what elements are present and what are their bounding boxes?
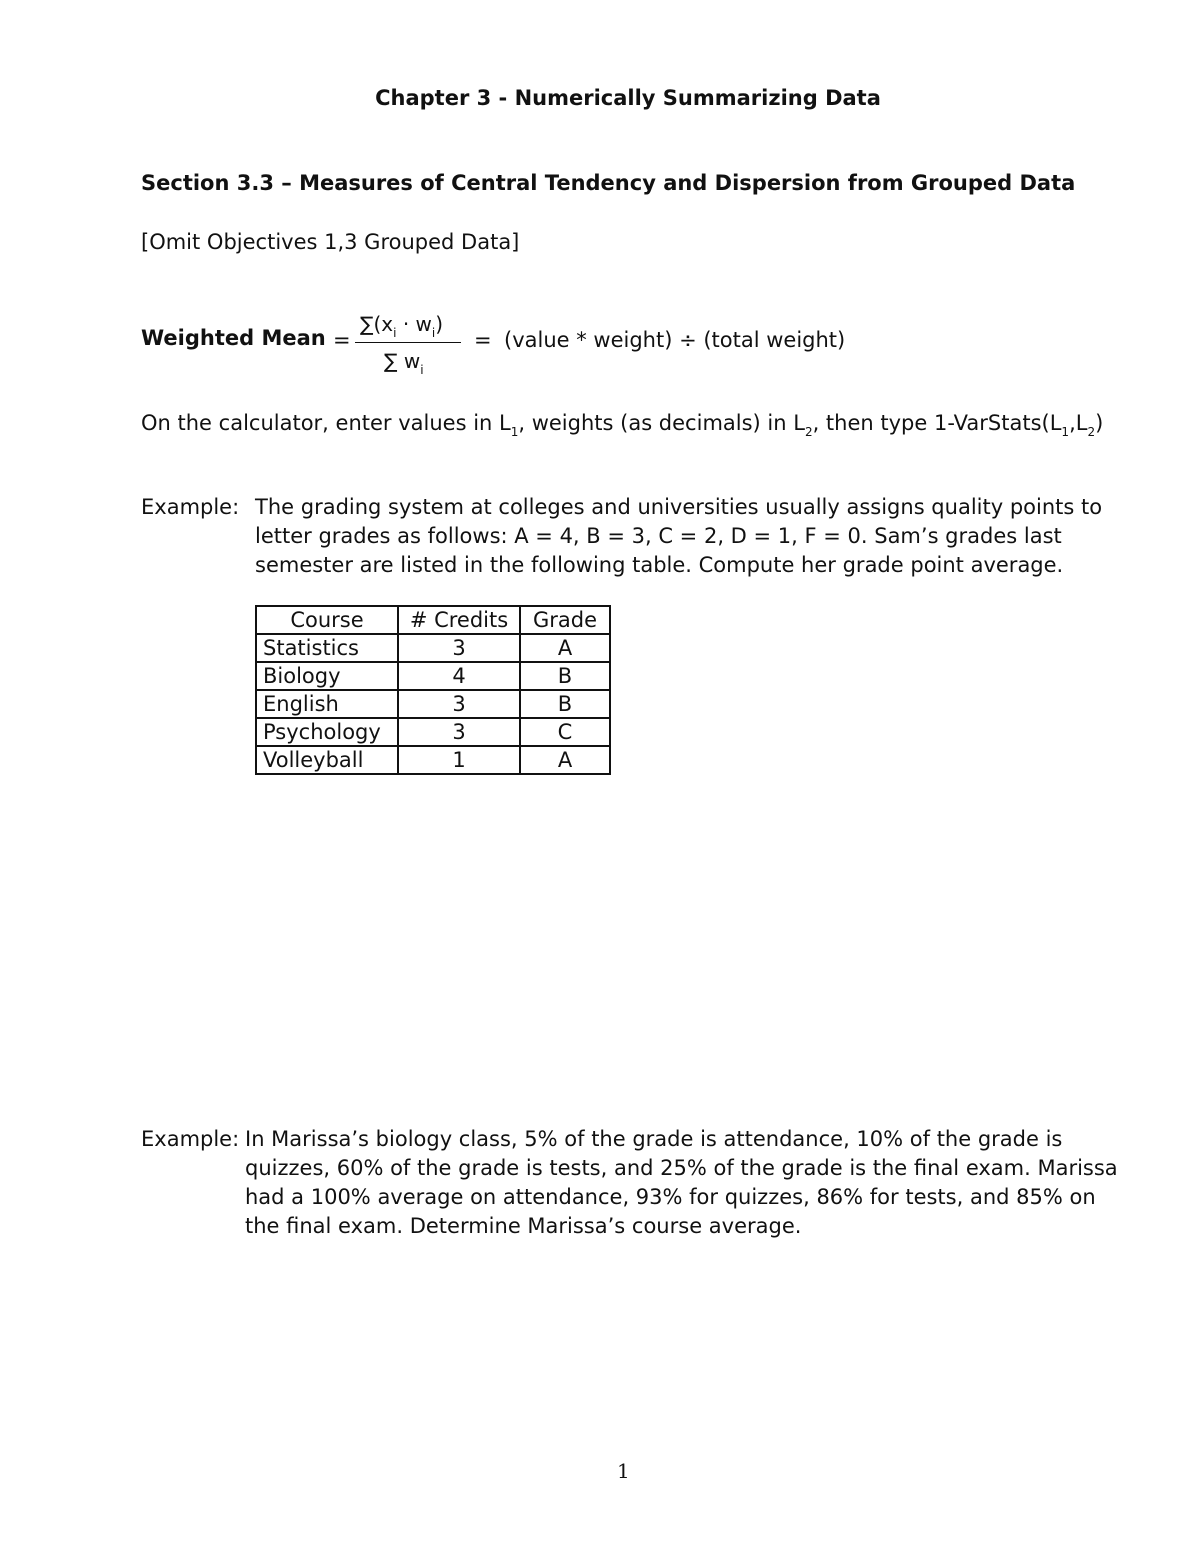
header-grade: Grade (520, 606, 610, 634)
numerator-dot-w: · w (396, 312, 432, 336)
formula-numerator (360, 311, 443, 346)
equals-sign-2: = (474, 328, 492, 352)
numerator-subscript-i-2: i (431, 326, 436, 340)
calc-sub-1: 1 (510, 425, 519, 439)
cell-grade: B (520, 662, 610, 690)
numerator-close-paren: ) (435, 312, 444, 336)
numerator-subscript-i: i (393, 326, 397, 340)
cell-grade: B (520, 690, 610, 718)
page-number: 1 (617, 1459, 630, 1483)
example-2-label: Example: (141, 1127, 240, 1151)
denominator-subscript-i: i (420, 363, 424, 377)
grades-table (255, 605, 611, 775)
calc-text-4: ,L (1069, 411, 1088, 435)
fraction-bar (355, 342, 461, 343)
table-row (256, 690, 610, 718)
denominator-sum-w: ∑ w (384, 349, 421, 373)
omit-objectives-note: [Omit Objectives 1,3 Grouped Data] (141, 230, 520, 254)
cell-course: Psychology (256, 718, 398, 746)
calc-sub-2: 2 (804, 425, 813, 439)
calc-text-3: , then type 1-VarStats(L (812, 411, 1062, 435)
cell-course: Statistics (256, 634, 398, 662)
example-1-text: The grading system at colleges and universities usually assigns quality points to letter grades as follows: A = 4, B = 3, C = 2, D = 1, F = 0. Sam’s grades last semester are listed in the following table. Compute her grade point average. (255, 495, 1103, 577)
table-header-row (256, 606, 610, 634)
cell-grade: A (520, 634, 610, 662)
header-course: Course (256, 606, 398, 634)
equals-sign: = (333, 328, 351, 352)
table-row (256, 634, 610, 662)
cell-grade: C (520, 718, 610, 746)
cell-course: English (256, 690, 398, 718)
numerator-sum-x: ∑(x (360, 312, 394, 336)
cell-credits: 3 (398, 718, 520, 746)
calc-text-5: ) (1095, 411, 1104, 435)
header-credits: # Credits (398, 606, 520, 634)
table-row (256, 718, 610, 746)
calculator-instructions (141, 409, 1103, 447)
cell-credits: 3 (398, 690, 520, 718)
cell-credits: 3 (398, 634, 520, 662)
table-row (256, 746, 610, 774)
weighted-mean-label: Weighted Mean (141, 326, 326, 350)
example-1-label: Example: (141, 495, 240, 519)
weighted-mean-description: (value * weight) ÷ (total weight) (504, 328, 846, 352)
cell-grade: A (520, 746, 610, 774)
table-row (256, 662, 610, 690)
chapter-title: Chapter 3 - Numerically Summarizing Data (375, 86, 881, 110)
calc-sub-4: 2 (1087, 425, 1096, 439)
example-2-text: In Marissa’s biology class, 5% of the grade is attendance, 10% of the grade is quizzes, 60% of the grade is tests, and 25% of the grade is the final exam. Marissa had a 100% average on attendance, 93% for quizzes, 86% for tests, and 85% on the final exam. Determine Marissa’s course average. (245, 1127, 1118, 1238)
calc-sub-3: 1 (1061, 425, 1070, 439)
formula-denominator (384, 348, 424, 383)
cell-credits: 4 (398, 662, 520, 690)
section-title: Section 3.3 – Measures of Central Tendency and Dispersion from Grouped Data (141, 171, 1076, 195)
calc-text-1: On the calculator, enter values in L (141, 411, 511, 435)
cell-course: Volleyball (256, 746, 398, 774)
cell-course: Biology (256, 662, 398, 690)
calc-text-2: , weights (as decimals) in L (518, 411, 805, 435)
cell-credits: 1 (398, 746, 520, 774)
